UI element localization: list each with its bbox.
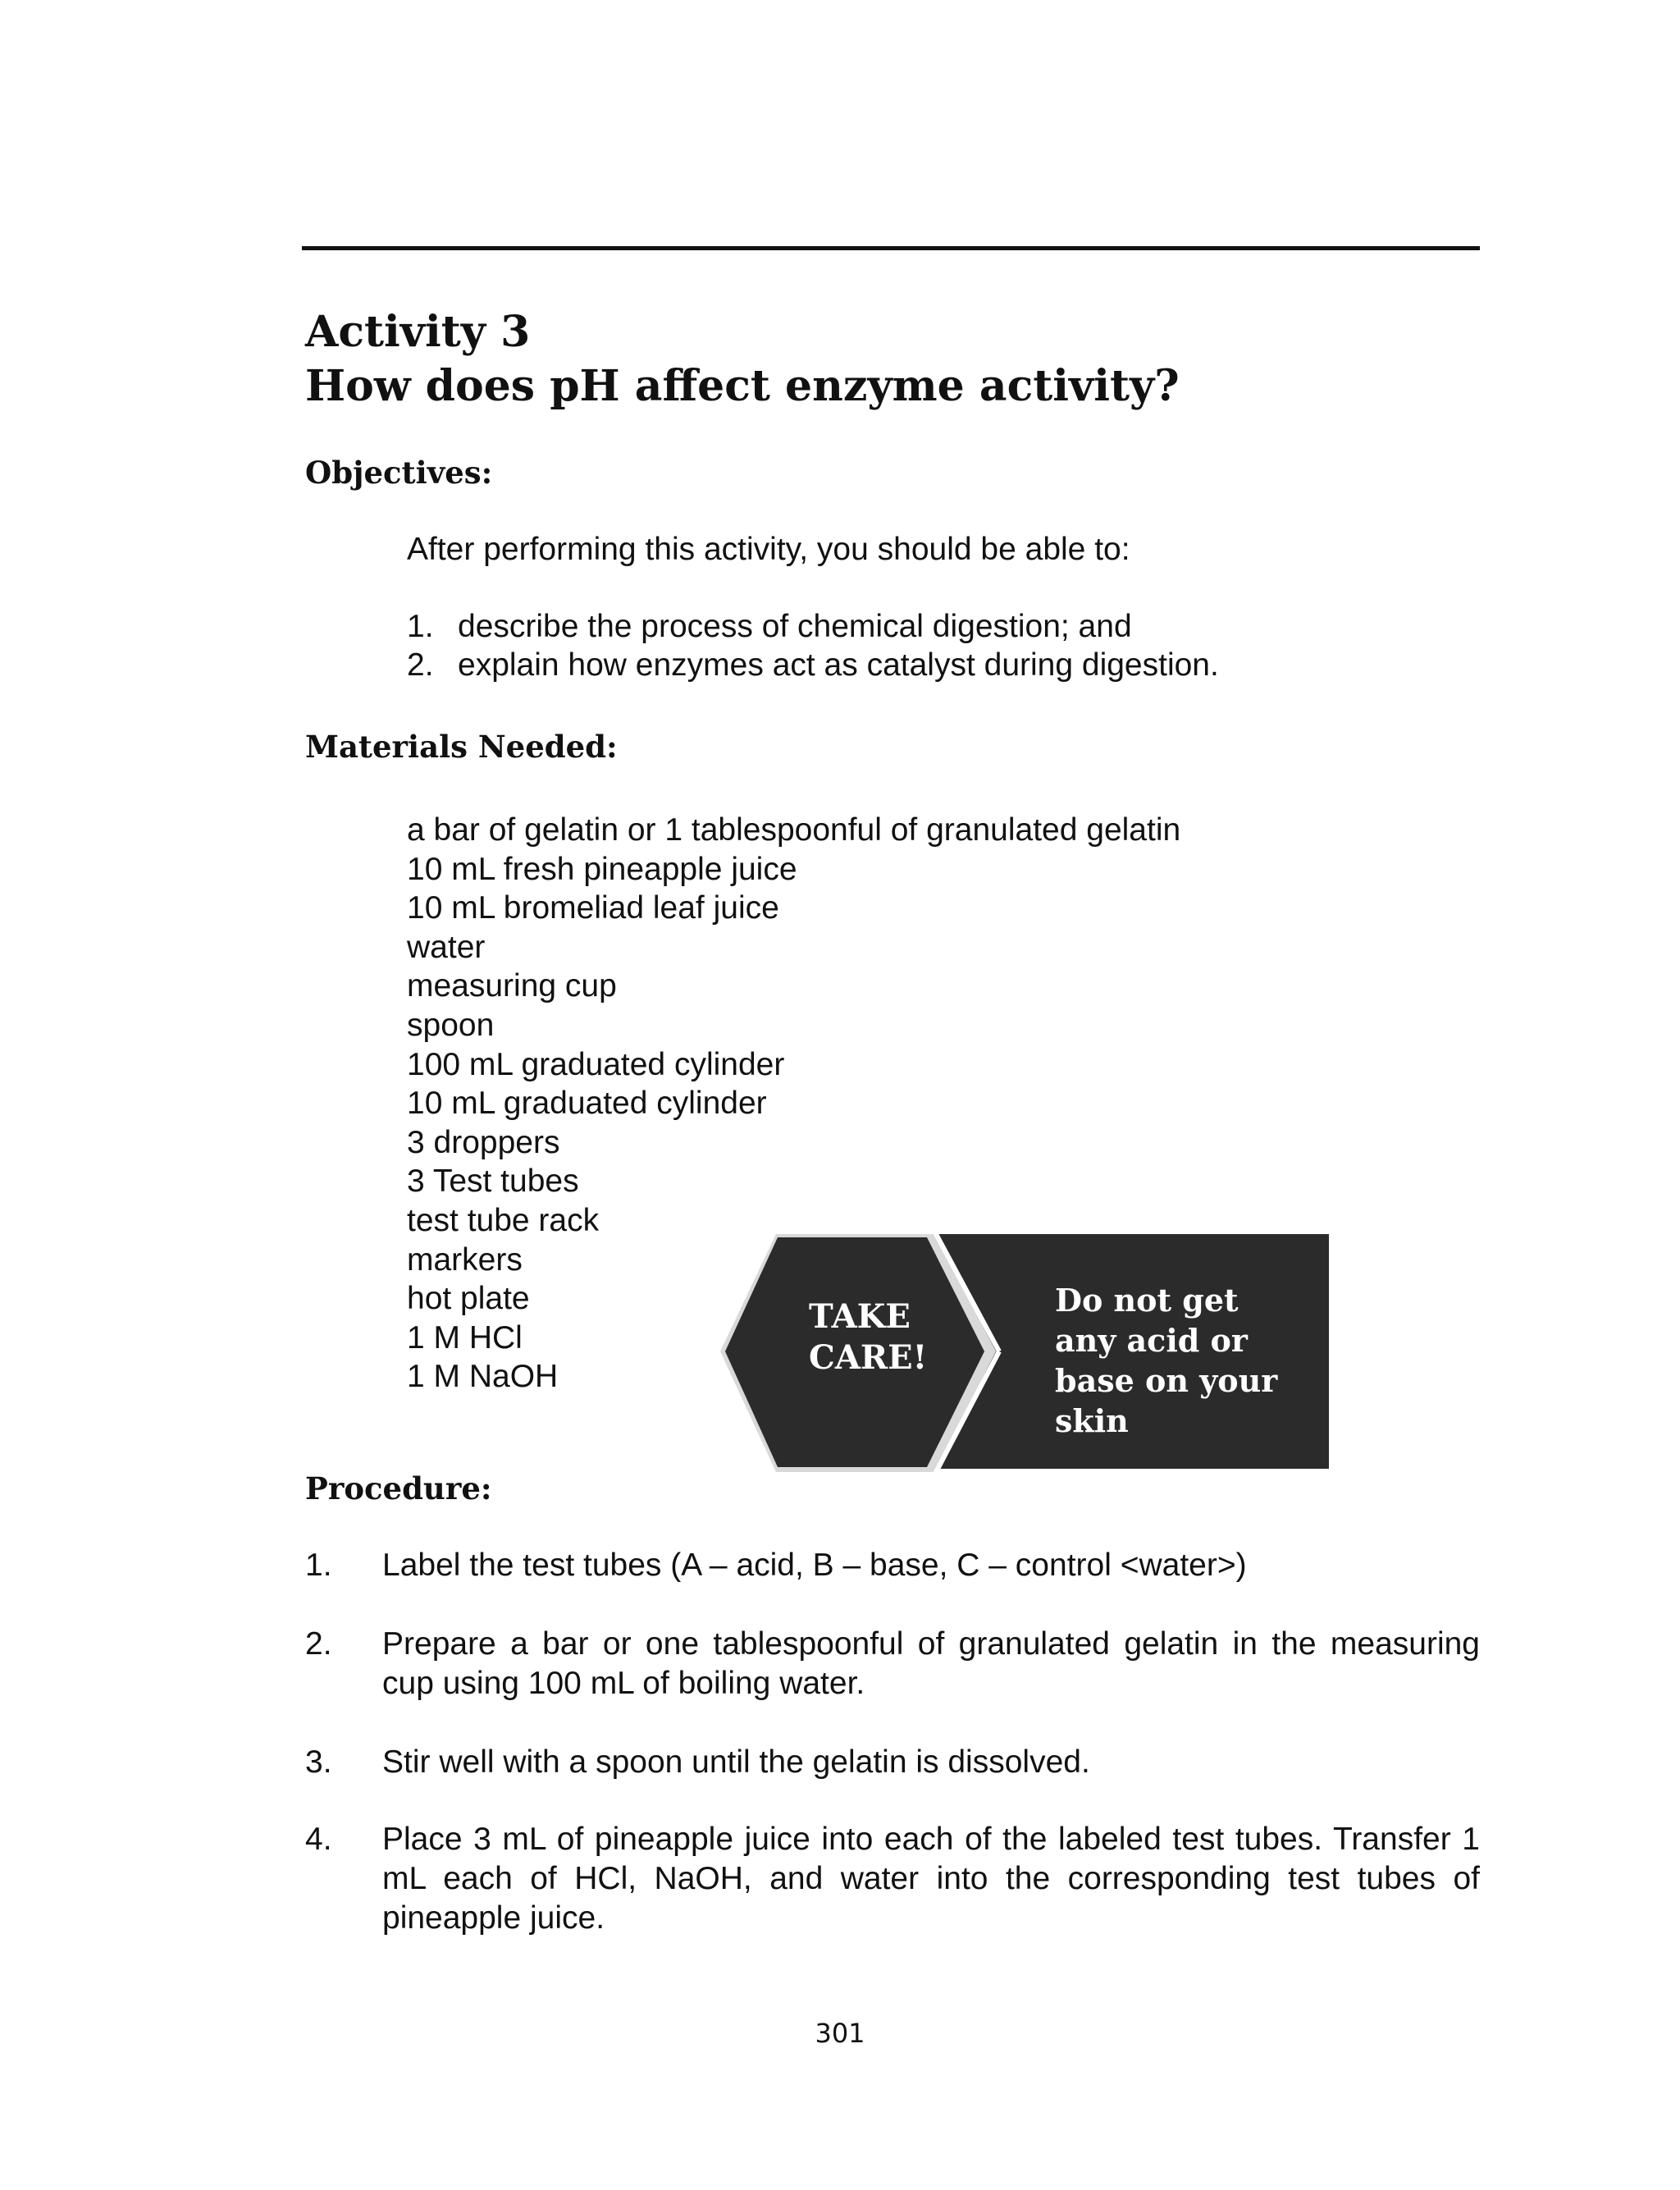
- material-item: 3 droppers: [407, 1124, 560, 1160]
- objectives-heading: Objectives:: [305, 455, 493, 491]
- step-text: Place 3 mL of pineapple juice into each of the labeled test tubes. Transfer 1 mL each of HCl, NaOH, and water into the corresponding test tubes of pineapple juice.: [382, 1822, 1480, 1936]
- material-item: 3 Test tubes: [407, 1164, 579, 1200]
- activity-question: How does pH affect enzyme activity?: [305, 361, 1180, 411]
- material-item: measuring cup: [407, 968, 617, 1004]
- material-item: a bar of gelatin or 1 tablespoonful of granulated gelatin: [407, 812, 1181, 848]
- step-number: 1.: [305, 1548, 332, 1583]
- step-number: 2.: [305, 1626, 332, 1662]
- page-number: 301: [815, 2018, 865, 2049]
- material-item: test tube rack: [407, 1202, 600, 1238]
- material-item: 100 mL graduated cylinder: [407, 1046, 785, 1082]
- objective-number: 2.: [407, 647, 434, 683]
- step-number: 3.: [305, 1744, 332, 1780]
- activity-label: Activity 3: [305, 307, 531, 357]
- objective-item: [407, 646, 1219, 684]
- material-item: water: [407, 929, 486, 965]
- objectives-intro: After performing this activity, you should be able to:: [407, 532, 1130, 567]
- step-text: Label the test tubes (A – acid, B – base, C – control <water>): [382, 1548, 1247, 1583]
- objective-number: 1.: [407, 609, 434, 644]
- header-rule: [302, 246, 1480, 250]
- objective-item: [407, 607, 1219, 646]
- callout-title: TAKE CARE!: [809, 1297, 928, 1377]
- material-item: 10 mL bromeliad leaf juice: [407, 890, 779, 926]
- procedure-heading: Procedure:: [305, 1470, 492, 1506]
- material-item: 1 M NaOH: [407, 1359, 559, 1395]
- materials-heading: Materials Needed:: [305, 729, 618, 765]
- objective-text: describe the process of chemical digestion; and: [458, 609, 1132, 644]
- take-care-callout: [720, 1231, 1331, 1477]
- material-item: spoon: [407, 1007, 495, 1043]
- material-item: 10 mL fresh pineapple juice: [407, 851, 797, 887]
- objectives-list: [407, 607, 1219, 684]
- material-item: 10 mL graduated cylinder: [407, 1086, 767, 1122]
- material-item: markers: [407, 1241, 523, 1278]
- material-item: 1 M HCl: [407, 1319, 523, 1356]
- step-text: Stir well with a spoon until the gelatin is dissolved.: [382, 1744, 1090, 1780]
- step-number: 4.: [305, 1822, 332, 1857]
- callout-message: Do not get any acid or base on your skin: [1055, 1282, 1278, 1439]
- material-item: hot plate: [407, 1281, 530, 1317]
- objective-text: explain how enzymes act as catalyst during digestion.: [458, 647, 1219, 683]
- step-text: Prepare a bar or one tablespoonful of granulated gelatin in the measuring cup using 100 mL of boiling water.: [382, 1626, 1480, 1701]
